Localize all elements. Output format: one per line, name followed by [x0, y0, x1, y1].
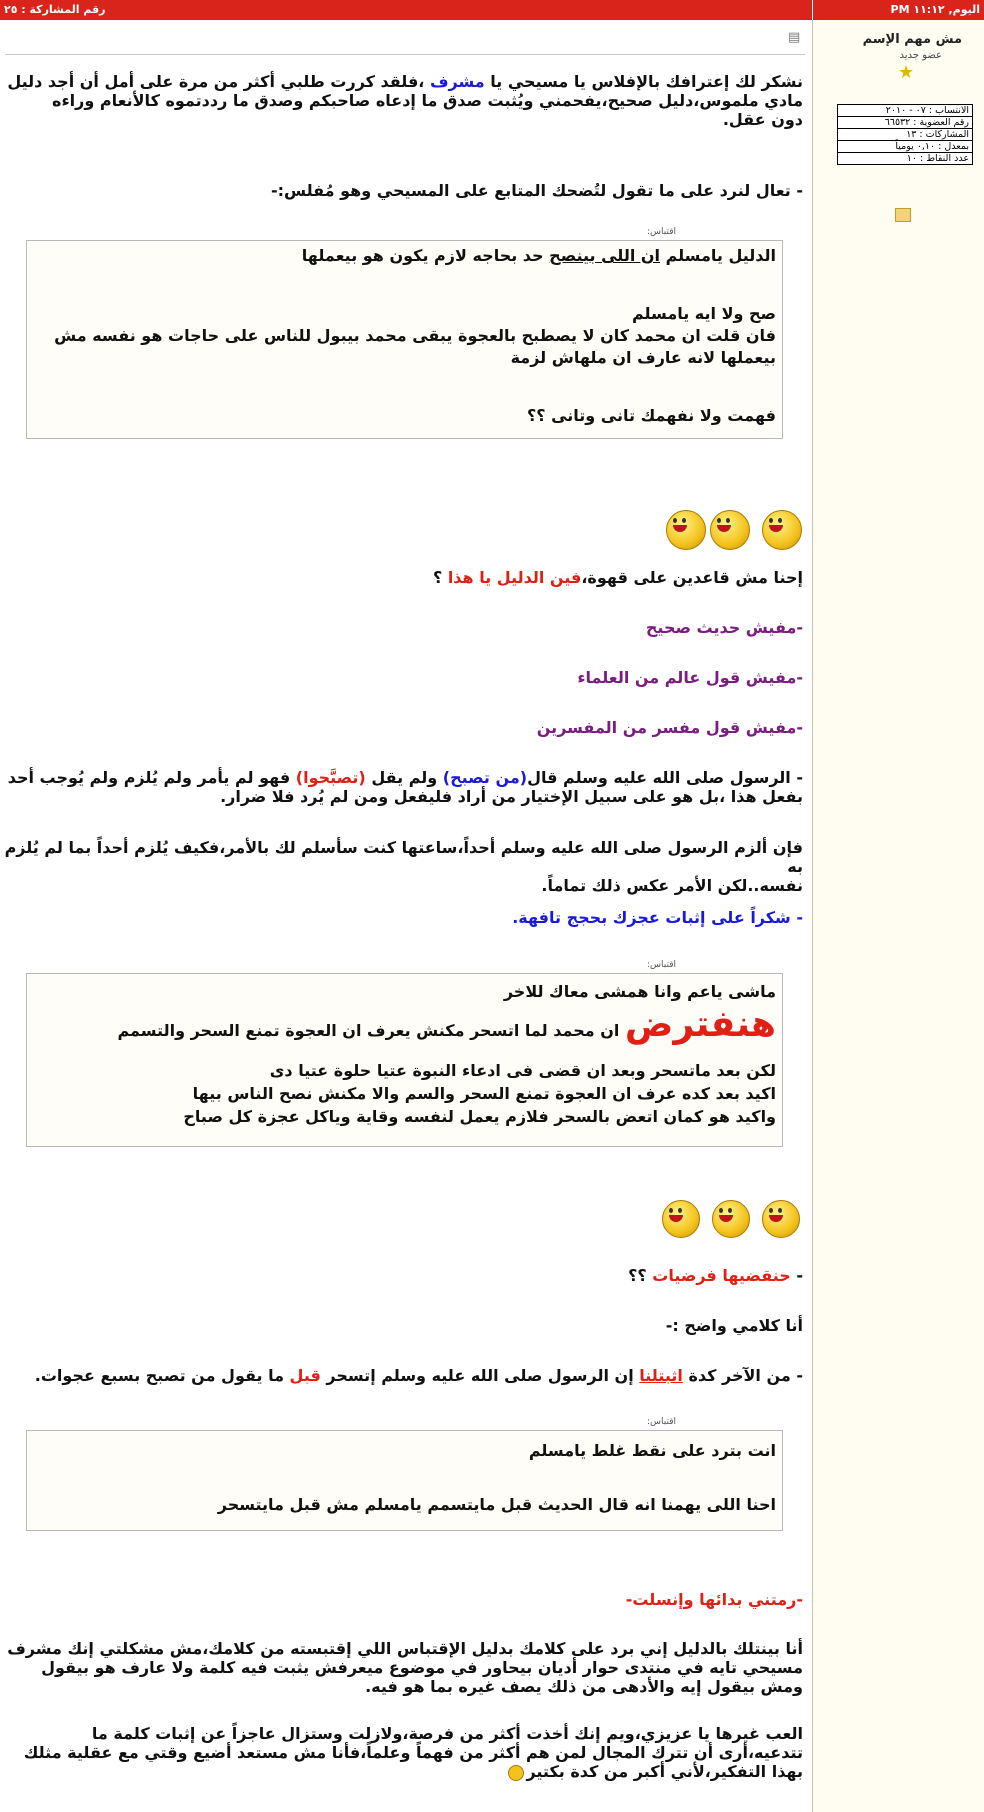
quote-line: فان قلت ان محمد كان لا يصطبح بالعجوة يبقى محمد بيبول للناس على حاجات هو نفسه مش	[54, 326, 776, 345]
paragraph-1: نشكر لك إعترافك بالإفلاس يا مسيحي يا مشرف ،فلقد كررت طلبي أكثر من مرة على أمل أن أجد دليل مادي ملموس،دليل صحيح،يفحمني ويُثبت صدق ما إدعاه صاحبكم وصدق ما رددتموه كالأنعام وراءه دون عقل.	[7, 72, 803, 129]
laughing-smiley-icon	[762, 1200, 800, 1238]
paragraph-5: -مفيش قول عالم من العلماء	[577, 668, 803, 687]
paragraph-4: -مفيش حديث صحيح	[645, 618, 803, 637]
header-divider	[812, 0, 813, 20]
user-sidebar	[812, 20, 984, 1812]
paragraph-13: -رمتني بدائها وإنسلت-	[625, 1590, 803, 1609]
quote-line: اكيد بعد كده عرف ان العجوة تمنع السحر والسم والا مكنش نصح الناس بيها	[192, 1084, 776, 1103]
paragraph-6: -مفيش قول مفسر من المفسرين	[536, 718, 803, 737]
cool-smiley-icon	[508, 1765, 524, 1781]
quote-box	[26, 973, 783, 1147]
paragraph-12: - من الآخر كدة اثبتلنا إن الرسول صلى الله عليه وسلم إتسحر قبل ما يقول من تصبح بسبع عجوات.	[34, 1366, 803, 1385]
stat-points: عدد النقاط : ١٠	[906, 153, 969, 164]
rank-star-icon: ★	[898, 62, 915, 83]
quote-line: لكن بعد ماتسحر وبعد ان قضى فى ادعاء النبوة عتيا حلوة عتيا دى	[269, 1061, 776, 1080]
quote-box	[26, 240, 783, 439]
paragraph-2: - تعال لنرد على ما تقول لتُضحك المتابع على المسيحي وهو مُفلس:-	[270, 181, 803, 200]
laughing-smiley-icon	[666, 510, 706, 550]
laughing-smiley-icon	[762, 510, 802, 550]
paragraph-7: - الرسول صلى الله عليه وسلم قال(من تصبح) ولم يقل (تصبَّحوا) فهو لم يأمر ولم يُلزم ولم يُوجب أحد بفعل هذا ،بل هو على سبيل الإختيار من أراد فليفعل ومن لم يُرد فلا ضرار.	[7, 768, 803, 806]
post-document-icon: ▤	[788, 30, 801, 45]
quote-line: واكيد هو كمان اتعض بالسحر فلازم يعمل لنفسه وقاية وياكل عجزة كل صباح	[183, 1107, 776, 1126]
quote-label: اقتباس:	[647, 1417, 676, 1427]
stat-member-id: رقم العضوية : ٦٦٥٣٢	[838, 117, 972, 129]
paragraph-15: العب غيرها يا عزيزي،ويم إنك أخذت أكثر من فرصة،ولازلت وستزال عاجزاً عن إثبات كلمة ما تتدعيه،أرى أن تترك المجال لمن هم أكثر من فهماً وعلماً،فأنا مش مستعد أضيع وقتي مع عقلية مثلك بهذا التفكير،لأني أكبر من كدة بكتير	[23, 1724, 803, 1781]
paragraph-14: أنا بينتلك بالدليل إني برد على كلامك بدليل الإقتباس اللي إقتبسته من كلامك،مش مشكلتي إنك مشرف مسيحي تايه في منتدى حوار أديان بيحاور في موضوع ميعرفش يثبت فيه كلمة ولا عارف هو بيقول ومش بيقول إيه والأدهى من ذلك يصف غيره بما هو فيه.	[7, 1639, 803, 1696]
post-number	[4, 3, 106, 16]
top-bar	[0, 0, 984, 20]
paragraph-9: - شكراً على إثبات عجزك بحجج تافهة.	[512, 908, 803, 927]
post-number-label: رقم المشاركة :	[21, 3, 106, 16]
laughing-smiley-icon	[712, 1200, 750, 1238]
stat-join-date: الانتساب : ٠٧ - ٢٠١٠	[838, 105, 972, 117]
quote-line: ماشى ياعم وانا همشى معاك للاخر	[503, 982, 776, 1001]
send-message-icon[interactable]	[895, 208, 911, 222]
paragraph-10: - حنقضيها فرضيات ؟؟	[628, 1266, 803, 1285]
post-divider	[5, 54, 805, 55]
paragraph-11: أنا كلامي واضح :-	[665, 1316, 803, 1335]
quote-label: اقتباس:	[647, 960, 676, 970]
quote-box	[26, 1430, 783, 1531]
laughing-smiley-icon	[710, 510, 750, 550]
quote-label: اقتباس:	[647, 227, 676, 237]
quote-line: احنا اللى يهمنا انه قال الحديث قبل مايتسمم يامسلم مش قبل مايتسحر	[217, 1495, 776, 1514]
laughing-smiley-icon	[662, 1200, 700, 1238]
paragraph-8: فإن ألزم الرسول صلى الله عليه وسلم أحداً،ساعتها كنت سأسلم لك بالأمر،فكيف يُلزم أحداً بما لم يُلزم به نفسه..لكن الأمر عكس ذلك تماماً.	[4, 838, 803, 895]
stat-daily-rate: بمعدل : ٠,١٠ يومياً	[838, 141, 972, 153]
post-body	[0, 20, 812, 1812]
quote-line: صح ولا ايه يامسلم	[631, 304, 776, 323]
quote-line: انت بترد على نقط غلط يامسلم	[528, 1441, 776, 1460]
quote-line: الدليل يامسلم ان اللى بينصح حد بحاجه لازم يكون هو بيعملها	[301, 246, 776, 265]
paragraph-3: إحنا مش قاعدين على قهوة،فين الدليل يا هذا ؟	[432, 568, 803, 587]
user-stats-box	[837, 104, 973, 165]
quote-line: فهمت ولا نفهمك تانى وتانى ؟؟	[526, 406, 776, 425]
username-link[interactable]: مش مهم الإسم	[862, 32, 962, 47]
stat-post-count: المشاركات : ١٣	[838, 129, 972, 141]
post-date: اليوم, ١١:١٢ PM	[890, 3, 980, 16]
post-number-value: ٢٥	[4, 3, 18, 16]
quote-line: هنفترض ان محمد لما اتسحر مكنش يعرف ان العجوة تمنع السحر والتسمم	[117, 1004, 776, 1045]
quote-line: بيعملها لانه عارف ان ملهاش لزمة	[510, 348, 776, 367]
user-title: عضو جديد	[899, 50, 942, 61]
